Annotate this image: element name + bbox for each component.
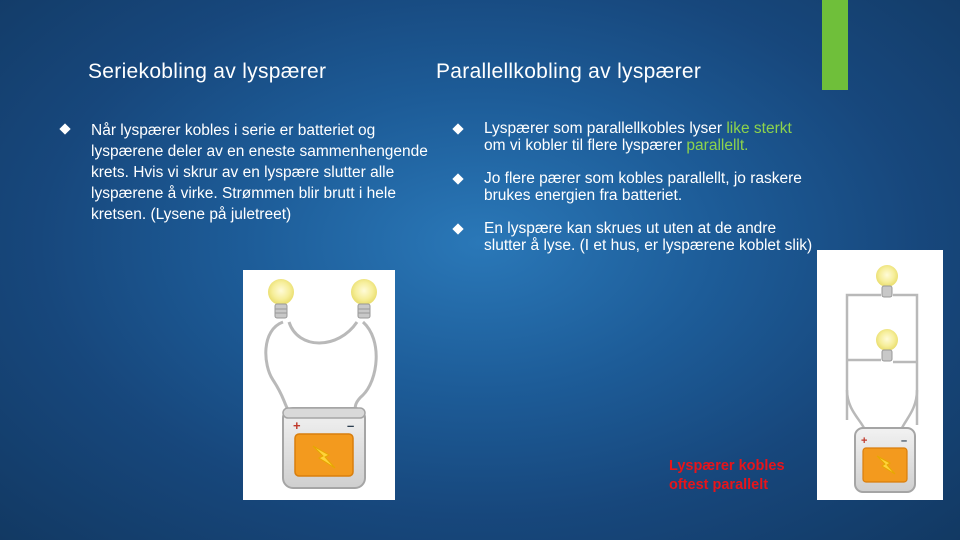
parallel-heading: Parallellkobling av lyspærer <box>436 60 702 83</box>
diamond-bullet-icon <box>452 173 463 184</box>
bulb-icon <box>876 265 898 297</box>
bullet-text: Jo flere pærer som kobles parallellt, jo raskere brukes energien fra batteriet. <box>484 170 802 204</box>
battery-plus-label: + <box>861 435 868 447</box>
list-item <box>454 220 814 254</box>
battery-icon <box>283 408 365 488</box>
series-bullet-list <box>61 120 441 225</box>
note-line-1: Lyspærer kobles <box>669 458 785 474</box>
diamond-bullet-icon <box>452 223 463 234</box>
diamond-bullet-icon <box>59 123 70 134</box>
series-circuit-image <box>243 270 395 500</box>
parallel-circuit-drawing <box>817 250 943 500</box>
battery-plus-label: + <box>293 418 301 433</box>
bullet-text-pre: Lyspærer som parallellkobles lyser <box>484 120 727 137</box>
list-item <box>454 120 814 154</box>
bullet-text-post: om vi kobler til flere lyspærer <box>484 137 687 154</box>
bulb-icon <box>268 279 294 318</box>
bulb-icon <box>876 329 898 361</box>
list-item <box>454 170 814 204</box>
series-bullet-text: Når lyspærer kobles i serie er batteriet og lyspærene deler av en eneste sammenhengende krets. Hvis vi skrur av en lyspære slutter alle lyspærene å virke. Strømmen blir brutt i hele kretsen. (Lysene på juletreet) <box>91 122 428 223</box>
diamond-bullet-icon <box>452 123 463 134</box>
note-line-2: oftest parallelt <box>669 477 769 493</box>
bullet-highlight-like-sterkt: like sterkt <box>726 120 792 137</box>
parallel-circuit-image <box>817 250 943 500</box>
parallel-note <box>669 457 819 495</box>
battery-minus-label: – <box>901 435 908 447</box>
bullet-text: En lyspære kan skrues ut uten at de andre slutter å lyse. (I et hus, er lyspærene koblet slik) <box>484 220 813 254</box>
battery-minus-label: – <box>347 418 355 433</box>
parallel-bullet-list <box>454 120 814 270</box>
list-item <box>61 120 441 225</box>
bulb-icon <box>351 279 377 318</box>
battery-icon <box>855 428 915 492</box>
series-heading: Seriekobling av lyspærer <box>88 60 327 83</box>
accent-bar <box>822 0 848 90</box>
bullet-highlight-parallellt: parallellt. <box>686 137 749 154</box>
series-circuit-drawing <box>243 270 395 500</box>
